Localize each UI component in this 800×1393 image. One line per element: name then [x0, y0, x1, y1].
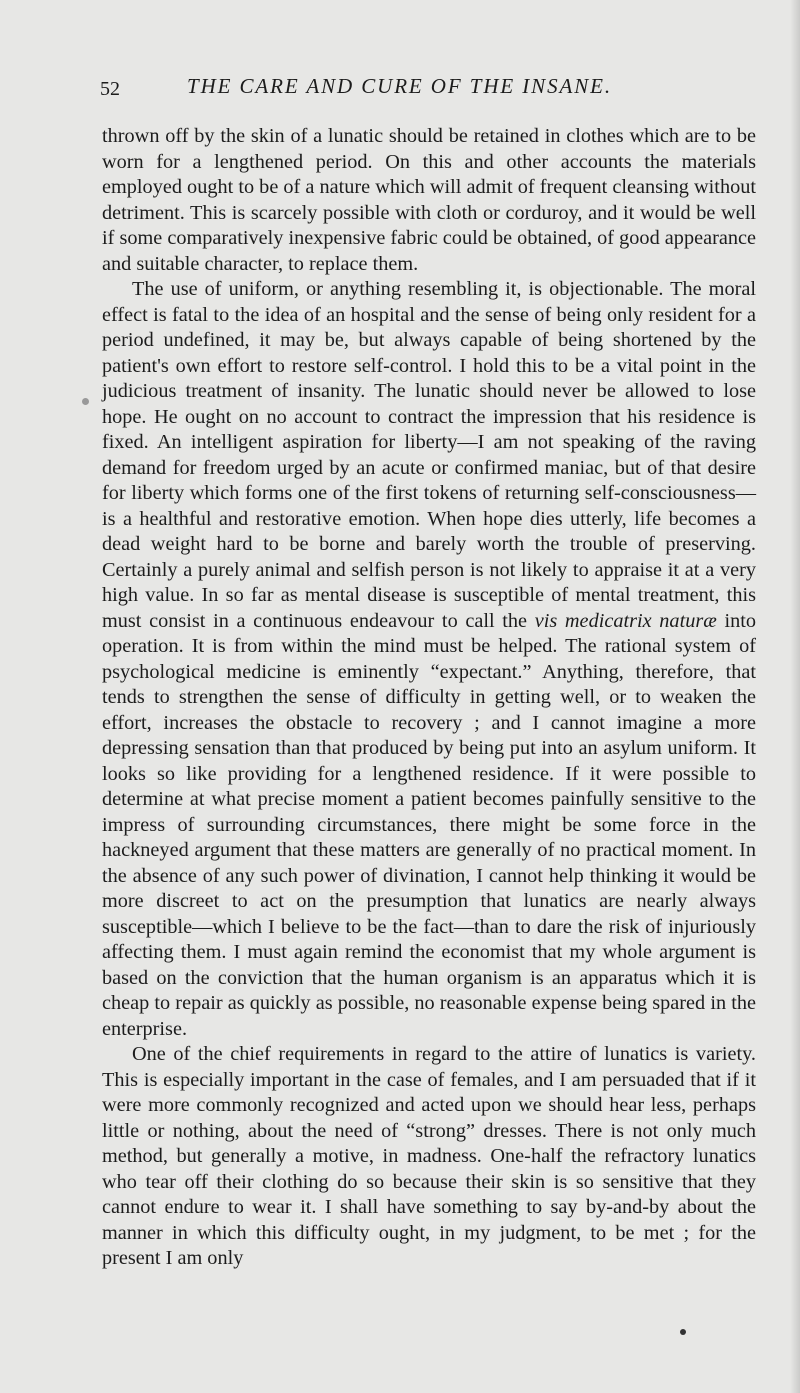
latin-phrase: vis medicatrix naturæ	[534, 609, 717, 632]
ink-dot	[680, 1329, 686, 1335]
running-head	[102, 70, 756, 110]
page-edge-shadow	[790, 0, 800, 1393]
paragraph-continuation: thrown off by the skin of a lunatic should be retained in clothes which are to be worn for a lengthened period. On this and other accounts the materials employed ought to be of a nature which will admit of frequent cleansing without detriment. This is scarcely possible with cloth or corduroy, and it would be well if some comparatively inexpensive fabric could be obtained, of good appearance and suitable character, to replace them.	[102, 125, 756, 275]
paragraph-uniform-text: The use of uniform, or anything resembling it, is objectionable. The moral effect is fatal to the idea of an hospital and the sense of being only resident for a period undefined, it may be, but always capable of being shortened by the patient's own effort to restore self-control. I hold this to be a vital point in the judicious treatment of insanity. The lunatic should never be allowed to lose hope. He ought on no account to contract the impression that his residence is fixed. An intelligent aspiration for liberty—I am not speaking of the raving demand for freedom urged by an acute or confirmed maniac, but of that desire for liberty which forms one of the first tokens of returning self-consciousness—is a healthful and restorative emotion. When hope dies utterly, life becomes a dead weight hard to be borne and barely worth the trouble of preserving. Certainly a purely animal and selfish person is not likely to appraise it at a very high value. In so far as mental disease is susceptible of mental treatment, this must consist in a continuous endeavour to call the	[102, 278, 756, 632]
page-number: 52	[100, 78, 120, 100]
page-blemish	[82, 398, 89, 405]
paragraph-attire: One of the chief requirements in regard to the attire of lunatics is variety. This is especially important in the case of females, and I am persuaded that if it were more commonly recognized and acted upon we should hear less, perhaps little or nothing, about the need of “strong” dresses. There is not only much method, but generally a motive, in madness. One-half the refractory lunatics who tear off their clothing do so because their skin is so sensitive that they cannot endure to wear it. I shall have something to say by-and-by about the manner in which this difficulty ought, in my judgment, to be met ; for the present I am only	[102, 1043, 756, 1269]
body-text	[102, 124, 756, 1272]
paragraph-uniform	[102, 277, 756, 1042]
running-title: THE CARE AND CURE OF THE INSANE.	[187, 74, 612, 98]
paragraph-uniform-text-cont: into operation. It is from within the mind must be helped. The rational system of psychological medicine is eminently “expectant.” Anything, therefore, that tends to strengthen the sense of difficulty in getting well, or to weaken the effort, increases the obstacle to recovery ; and I cannot imagine a more depressing sensation than that produced by being put into an asylum uniform. It looks so like providing for a lengthened residence. If it were possible to determine at what precise moment a patient becomes painfully sensitive to the impress of surrounding circumstances, there might be some force in the hackneyed argument that these matters are generally of no practical moment. In the absence of any such power of divination, I cannot help thinking it would be more discreet to act on the presumption that lunatics are nearly always susceptible—which I believe to be the fact—than to dare the risk of injuriously affecting them. I must again remind the economist that my whole argument is based on the conviction that the human organism is an apparatus which it is cheap to repair as quickly as possible, no reasonable expense being spared in the enterprise.	[102, 609, 756, 1040]
